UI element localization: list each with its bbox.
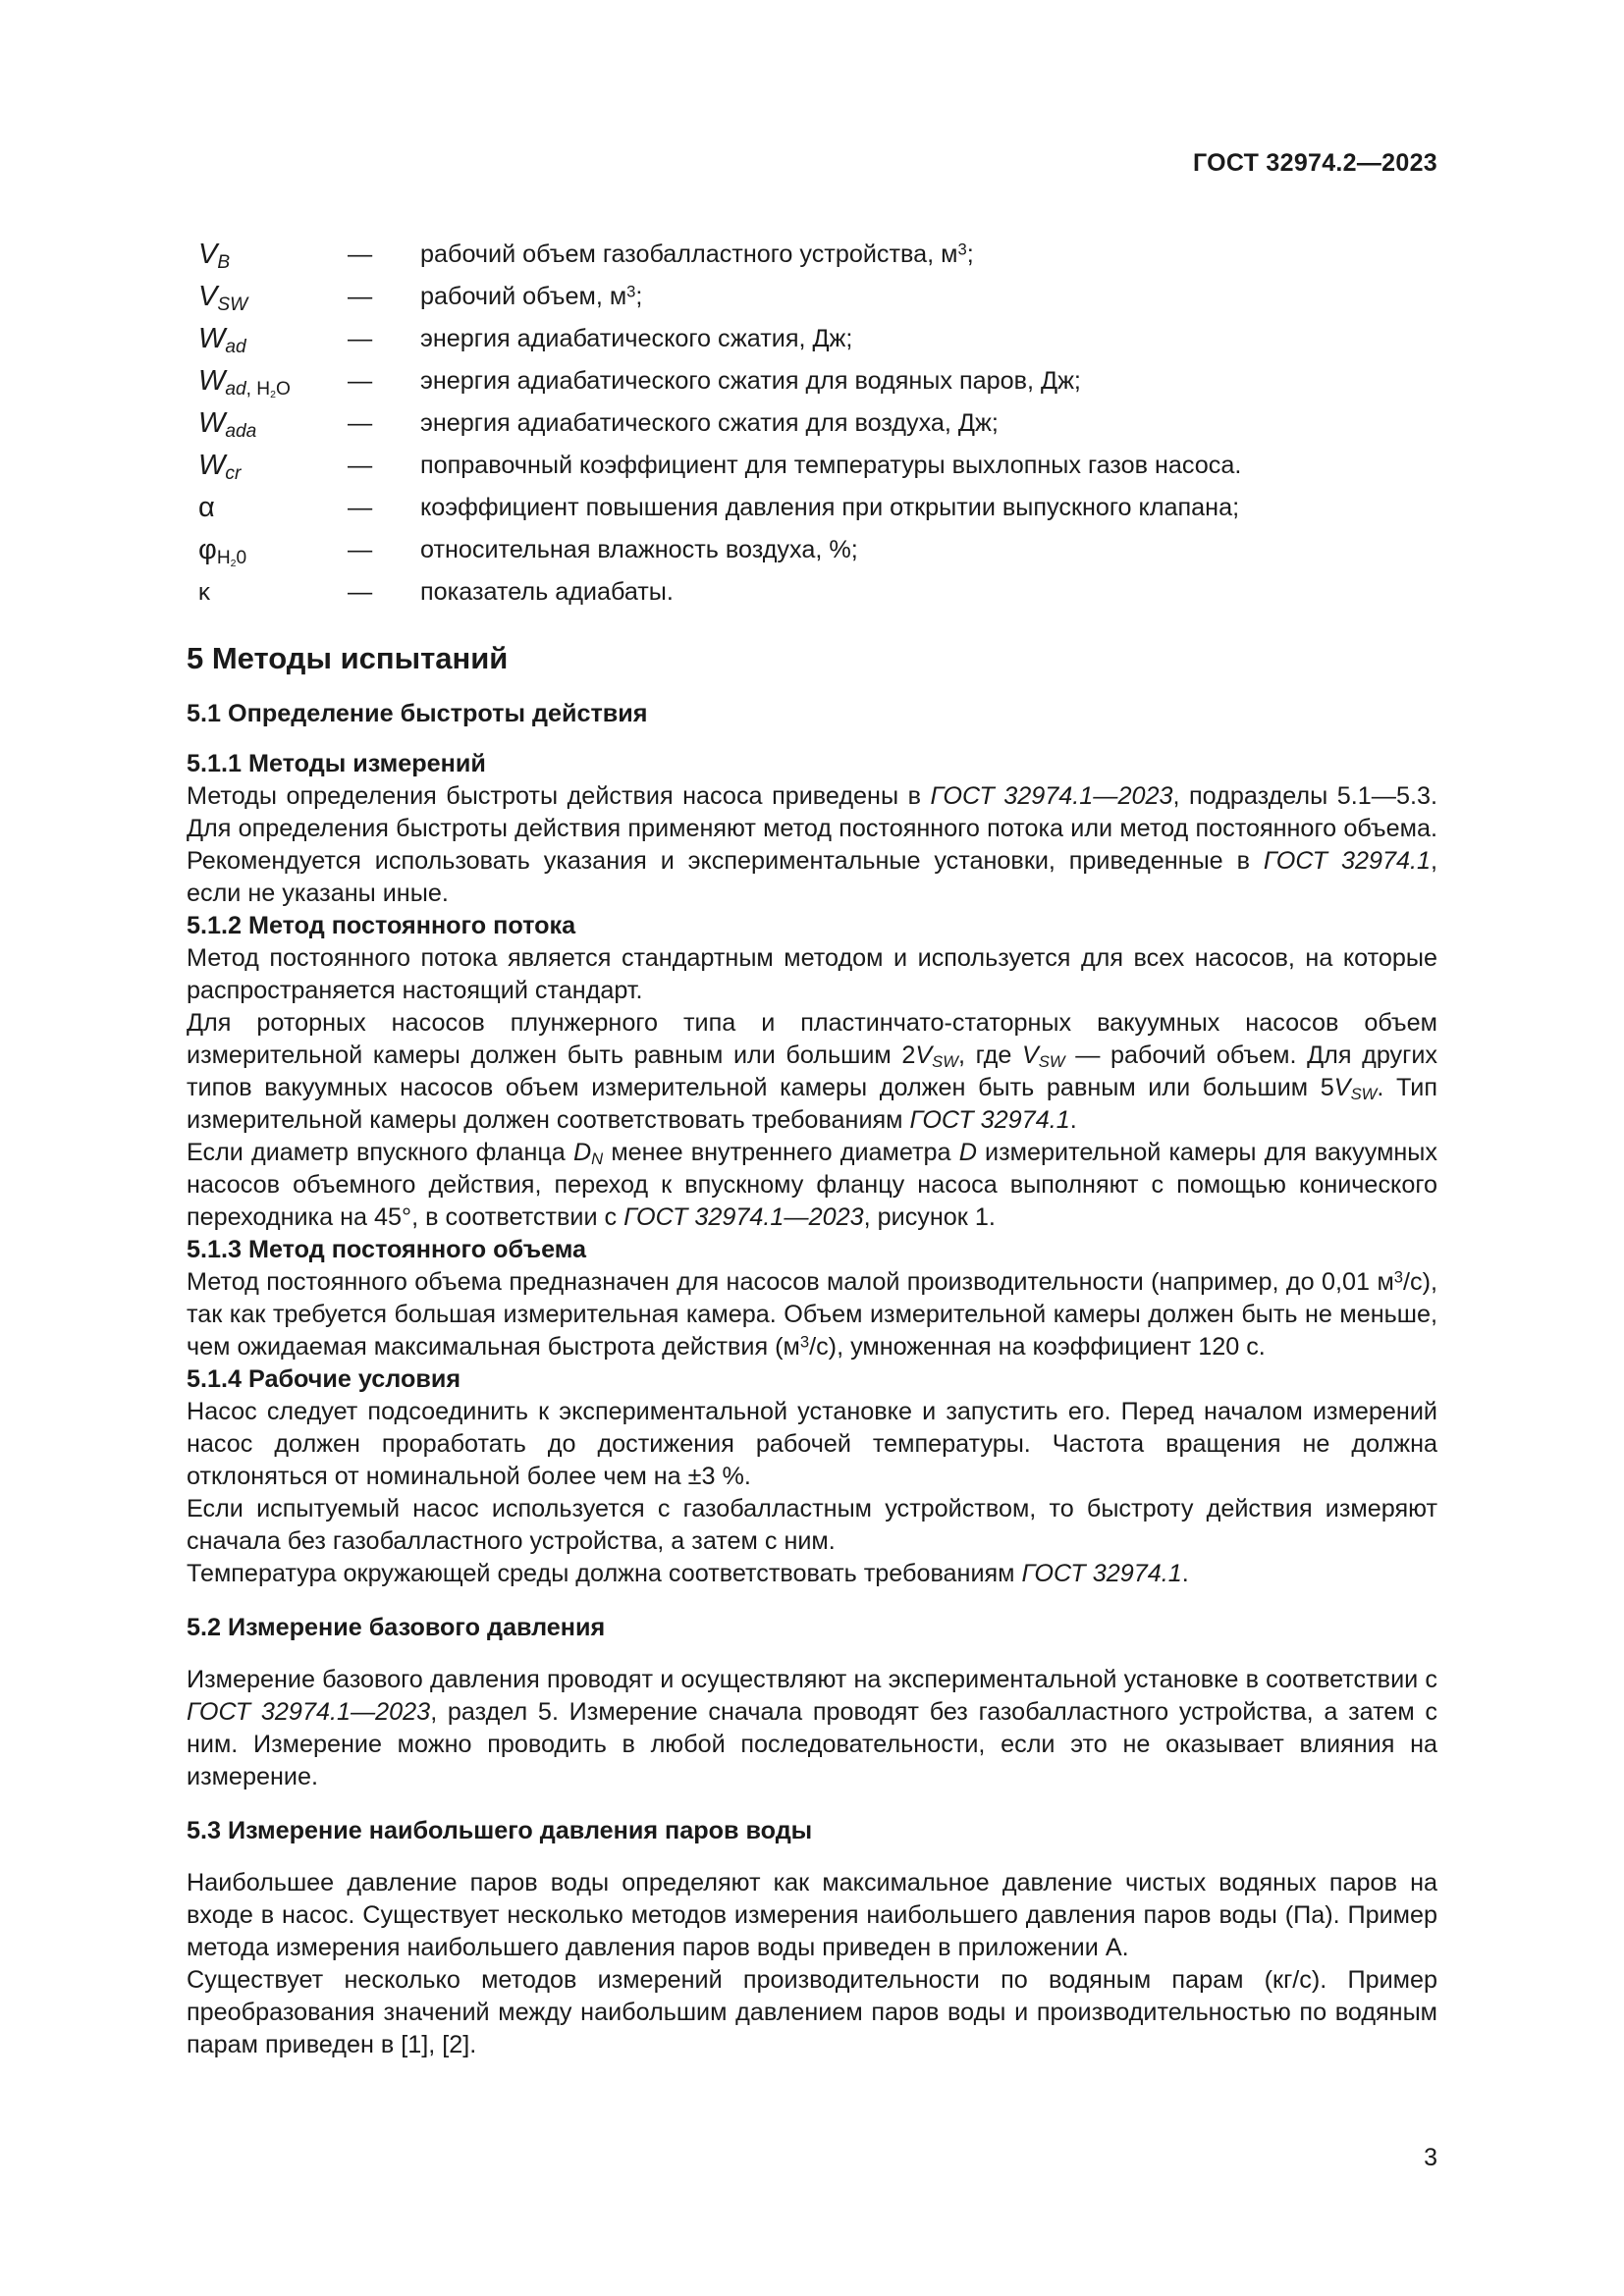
paragraph: Методы определения быстроты действия насоса приведены в ГОСТ 32974.1—2023, подразделы 5.1—5.3. Для определения быстроты действия применяют метод постоянного потока или метод постоянного объема. Рекомендуется использовать указания и экспериментальные установки, приведенные в ГОСТ 32974.1, если не указаны иные.: [187, 782, 1437, 907]
page-number: 3: [1424, 2144, 1437, 2171]
symbol-row: $W_{ada}$ — энергия адиабатического сжатия для воздуха, Дж;: [198, 407, 999, 442]
symbol-row: $W_{ad, H2O}$ — энергия адиабатического сжатия для водяных паров, Дж;: [198, 365, 1081, 400]
section-5-2-title: 5.2 Измерение базового давления: [187, 1614, 606, 1641]
paragraph: Если испытуемый насос используется с газобалластным устройством, то быстроту действия измеряют сначала без газобалластного устройства, а затем с ним.: [187, 1495, 1437, 1555]
symbol-list: [187, 234, 1437, 614]
page-content: [187, 234, 1437, 2061]
section-5-1-3-title: 5.1.3 Метод постоянного объема: [187, 1236, 587, 1263]
symbol-row: $V_{SW}$ — рабочий объем, $м^3$;: [198, 281, 643, 315]
standard-header: ГОСТ 32974.2—2023: [1192, 149, 1437, 177]
section-5-title: 5 Методы испытаний: [187, 641, 509, 675]
paragraph: Измерение базового давления проводят и осуществляют на экспериментальной установке в соответствии с ГОСТ 32974.1—2023, раздел 5. Измерение сначала проводят без газобалластного устройства, а затем с ним. Измерение можно проводить в любой последовательности, если это не оказывает влияния на измерение.: [187, 1666, 1437, 1790]
paragraph: Насос следует подсоединить к экспериментальной установке и запустить его. Перед началом измерений насос должен проработать до достижения рабочей температуры. Частота вращения не должна отклоняться от номинальной более чем на ±3 %.: [187, 1398, 1437, 1490]
symbol-row: $W_{ad}$ — энергия адиабатического сжатия, Дж;: [198, 323, 853, 357]
paragraph: Метод постоянного потока является стандартным методом и используется для всех насосов, на которые распространяется настоящий стандарт.: [187, 944, 1437, 1004]
symbol-row: $V_B$ — рабочий объем газобалластного устройства, $м^3$;: [198, 239, 974, 273]
paragraph: Метод постоянного объема предназначен для насосов малой производительности (например, до 0,01 $м^3/с$), так как требуется большая измерительная камера. Объем измерительной камеры должен быть не меньше, чем ожидаемая максимальная быстрота действия $(м^3/с)$, умноженная на коэффициент 120 с.: [187, 1267, 1437, 1361]
symbol-row: $W_{cr}$ — поправочный коэффициент для температуры выхлопных газов насоса.: [198, 450, 1242, 484]
section-5-1-title: 5.1 Определение быстроты действия: [187, 700, 648, 727]
section-5-3-title: 5.3 Измерение наибольшего давления паров воды: [187, 1817, 813, 1844]
paragraph: Температура окружающей среды должна соответствовать требованиям ГОСТ 32974.1.: [187, 1560, 1189, 1587]
paragraph: Если диаметр впускного фланца $D_N$ менее внутреннего диаметра D измерительной камеры для вакуумных насосов объемного действия, переход к впускному фланцу насоса выполняют с помощью конического переходника на 45°, в соответствии с ГОСТ 32974.1—2023, рисунок 1.: [187, 1139, 1438, 1231]
paragraph: Существует несколько методов измерений производительности по водяным парам (кг/с). Пример преобразования значений между наибольшим давлением паров воды и производительностью по водяным парам приведен в [1], [2].: [187, 1966, 1437, 2058]
section-5-1-4-title: 5.1.4 Рабочие условия: [187, 1365, 461, 1393]
section-5-1-2-title: 5.1.2 Метод постоянного потока: [187, 912, 576, 939]
symbol-row: κ — показатель адиабаты.: [198, 578, 674, 606]
symbol-row: $\varphi_{H20}$ — относительная влажность воздуха, %;: [198, 534, 858, 569]
section-5-1-1-title: 5.1.1 Методы измерений: [187, 750, 486, 777]
paragraph: Наибольшее давление паров воды определяют как максимальное давление чистых водяных паров на входе в насос. Существует несколько методов измерения наибольшего давления паров воды (Па). Пример метода измерения наибольшего давления паров воды приведен в приложении А.: [187, 1869, 1437, 1961]
paragraph: Для роторных насосов плунжерного типа и пластинчато-статорных вакуумных насосов объем измерительной камеры должен быть равным или большим $2V_{SW}$, где $V_{SW}$ — рабочий объем. Для других типов вакуумных насосов объем измерительной камеры должен быть равным или большим $5V_{SW}$. Тип измерительной камеры должен соответствовать требованиям ГОСТ 32974.1.: [187, 1009, 1438, 1134]
symbol-row: α — коэффициент повышения давления при открытии выпускного клапана;: [198, 492, 1240, 523]
